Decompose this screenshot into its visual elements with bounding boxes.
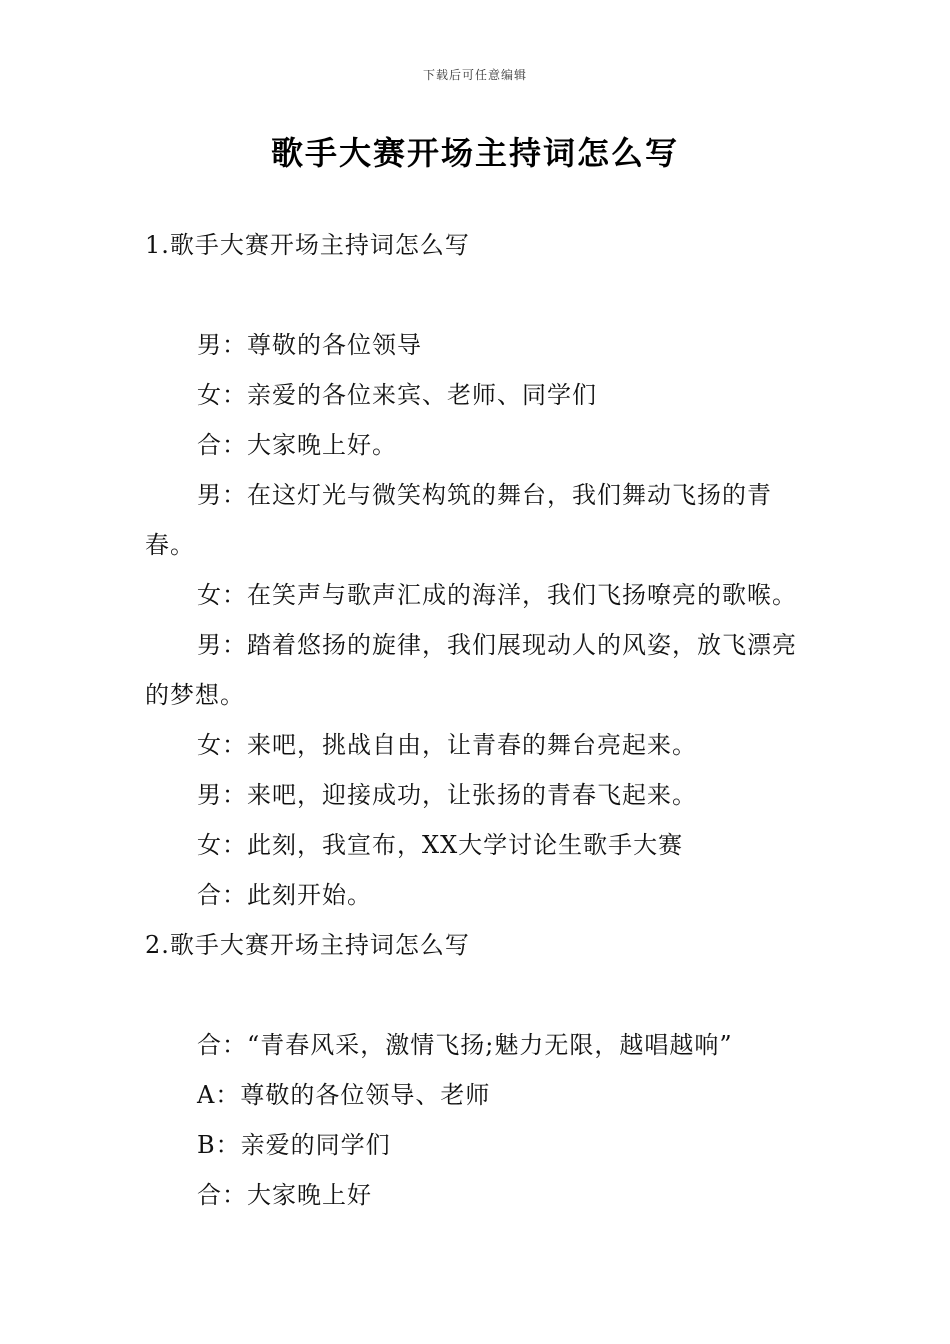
dialogue-line: 男：在这灯光与微笑构筑的舞台，我们舞动飞扬的青春。 [145,481,772,559]
dialogue-line: 女：亲爱的各位来宾、老师、同学们 [197,381,597,409]
blank-line [145,970,810,1020]
dialogue-line: 合：大家晚上好 [197,1181,372,1209]
dialogue-line: 男：尊敬的各位领导 [197,331,422,359]
dialogue-line: 合：此刻开始。 [197,881,372,909]
dialogue-line: 女：在笑声与歌声汇成的海洋，我们飞扬嘹亮的歌喉。 [197,581,797,609]
dialogue-line: 合：大家晚上好。 [197,431,397,459]
dialogue-line: B：亲爱的同学们 [197,1131,391,1159]
section-heading: 2.歌手大赛开场主持词怎么写 [145,931,470,959]
document-title: 歌手大赛开场主持词怎么写 [270,134,679,172]
dialogue-line: 男：踏着悠扬的旋律，我们展现动人的风姿，放飞漂亮的梦想。 [145,631,797,709]
dialogue-line: 男：来吧，迎接成功，让张扬的青春飞起来。 [197,781,697,809]
dialogue-line: 女：此刻，我宣布，XX大学讨论生歌手大赛 [197,831,684,859]
dialogue-line: A：尊敬的各位领导、老师 [197,1081,491,1109]
section-heading: 1.歌手大赛开场主持词怎么写 [145,231,470,259]
dialogue-line: 女：来吧，挑战自由，让青春的舞台亮起来。 [197,731,697,759]
document-body [145,220,810,1220]
blank-line [145,270,810,320]
header-note: 下载后可任意编辑 [422,68,527,82]
dialogue-line: 合：“青春风采，激情飞扬;魅力无限，越唱越响” [197,1031,733,1059]
